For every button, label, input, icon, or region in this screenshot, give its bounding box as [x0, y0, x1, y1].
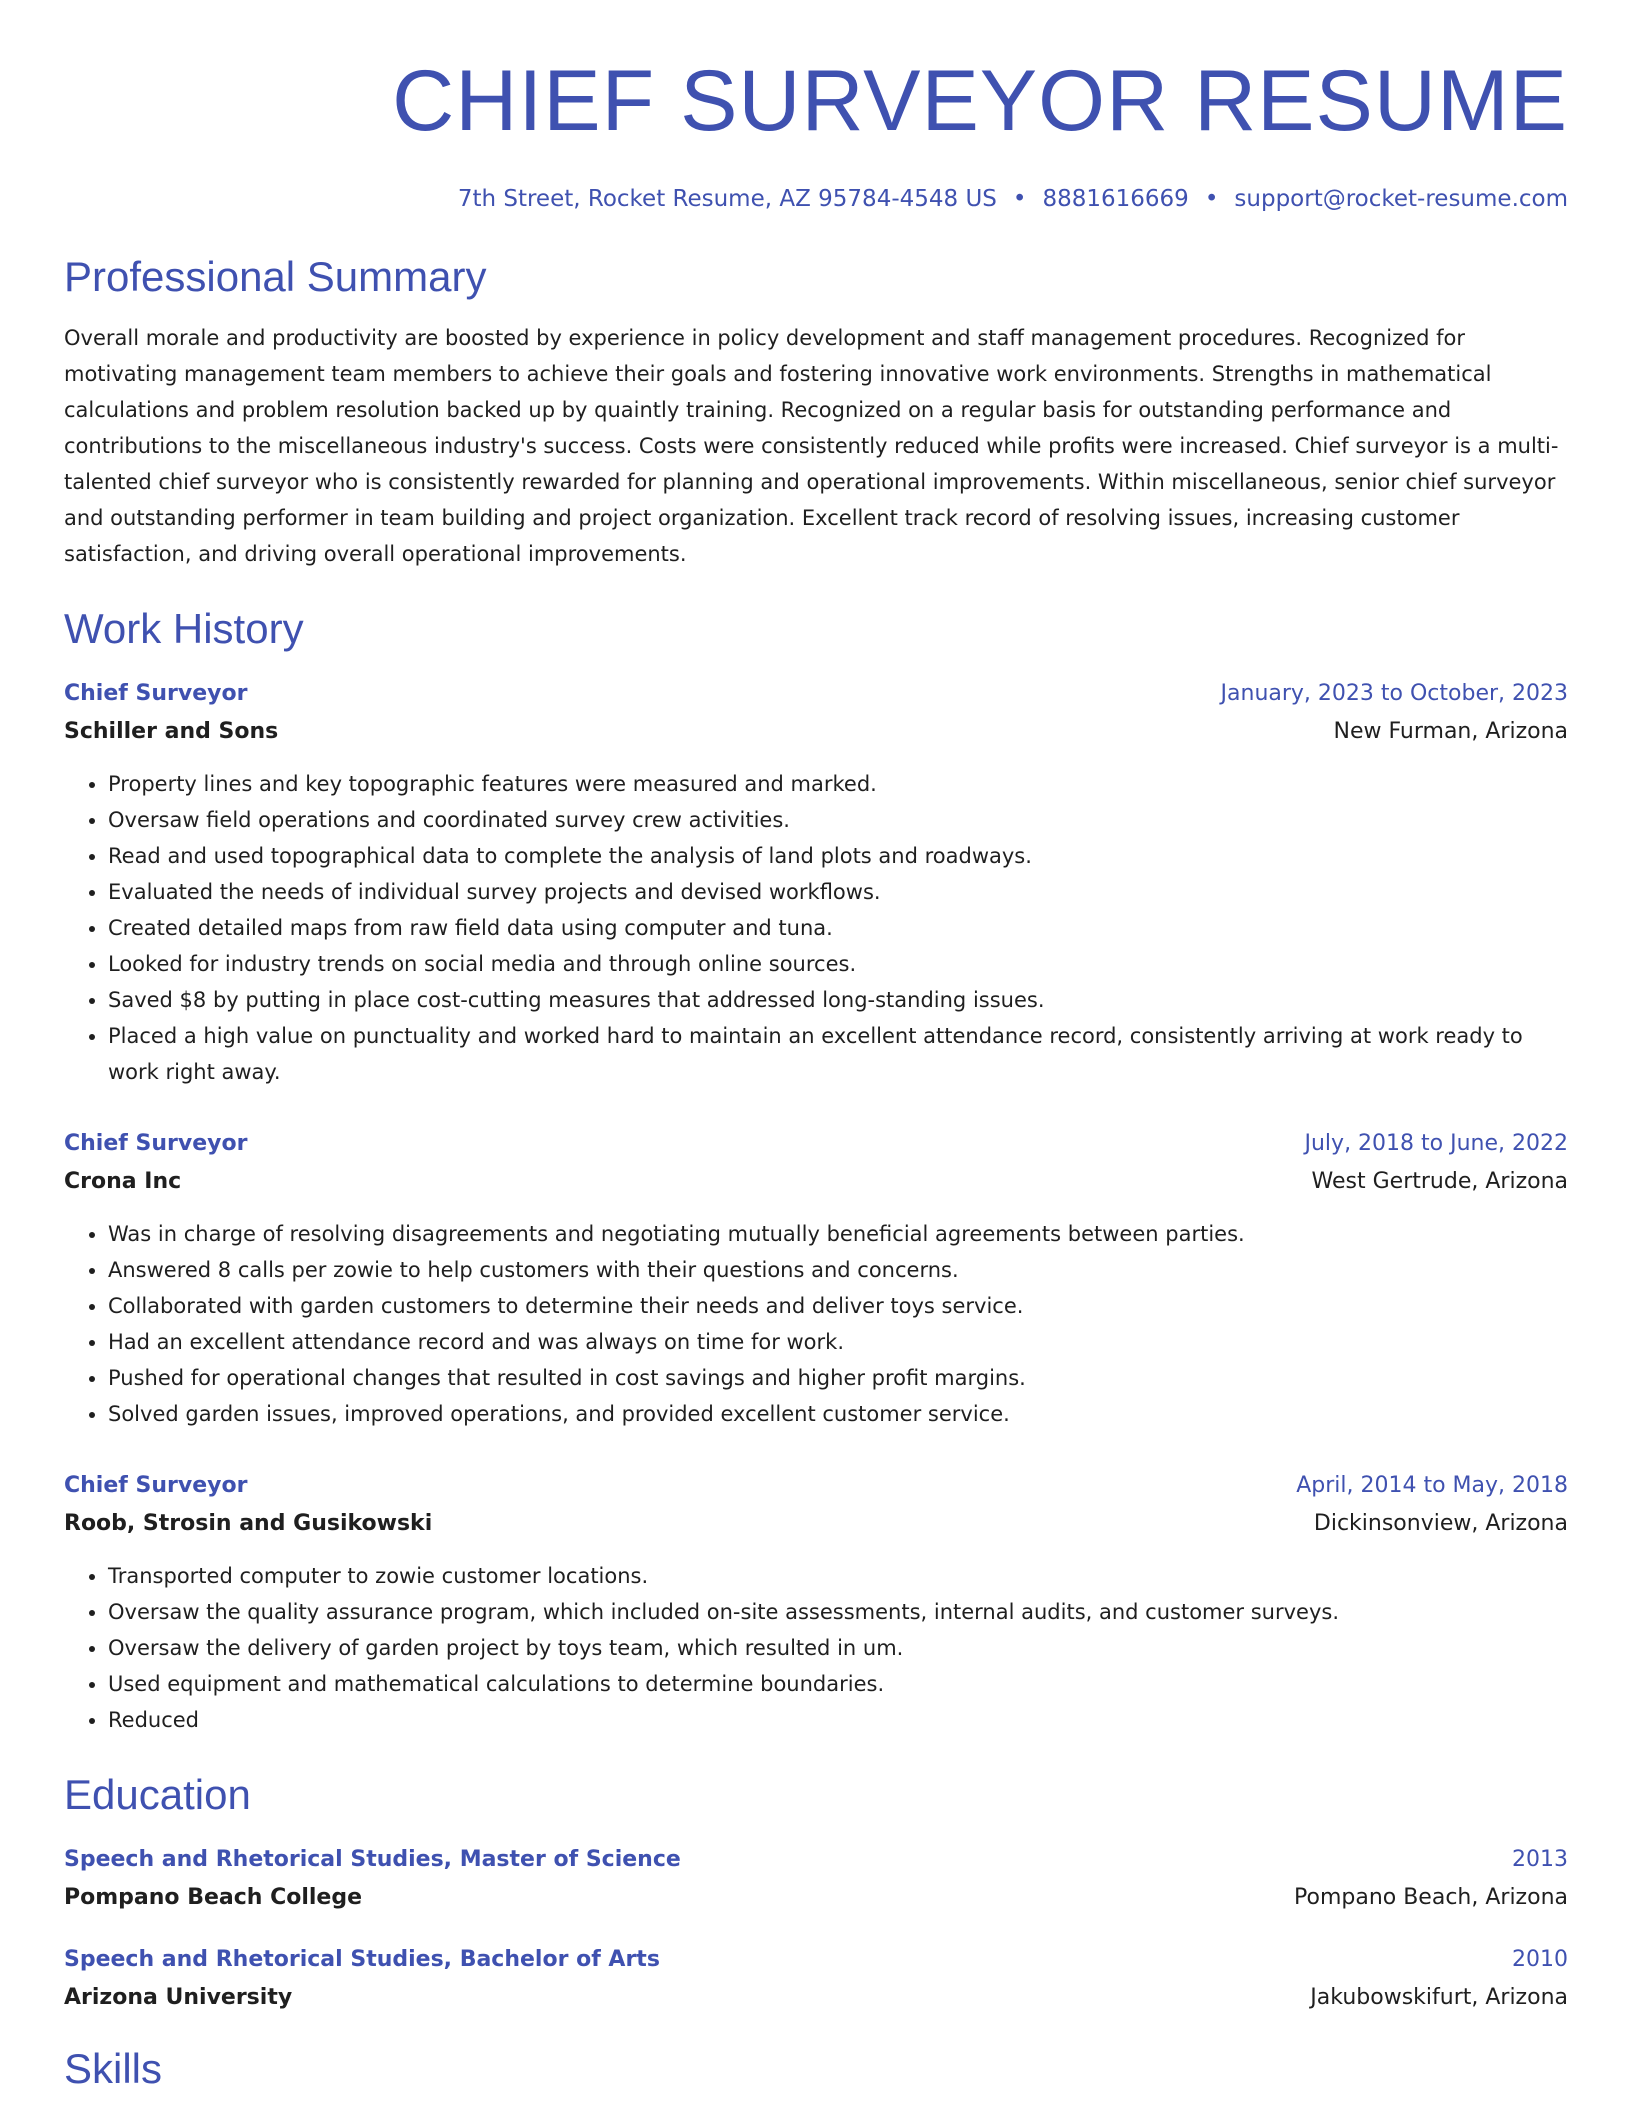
job-bullet: • Used equipment and mathematical calculations to determine boundaries. [108, 1666, 1568, 1702]
section-title-education: Education [64, 1771, 251, 1818]
education-entry [64, 1844, 1568, 1914]
education-location: Jakubowskifurt, Arizona [1310, 1985, 1568, 2010]
job-location: West Gertrude, Arizona [1311, 1169, 1568, 1194]
job-bullet: • Looked for industry trends on social media and through online sources. [108, 946, 1568, 982]
education-year: 2010 [1512, 1947, 1568, 1972]
professional-summary-section [64, 252, 1568, 572]
section-title-skills: Skills [64, 2045, 163, 2092]
job-bullet: • Read and used topographical data to complete the analysis of land plots and roadways. [108, 838, 1568, 874]
job-header-row [64, 1128, 1568, 1160]
job-bullet: • Oversaw the quality assurance program, which included on-site assessments, internal audits, and customer surveys. [108, 1594, 1568, 1630]
job-header-row [64, 1470, 1568, 1502]
job-entry [64, 1470, 1568, 1738]
education-entry [64, 1944, 1568, 2014]
education-header-row [64, 1844, 1568, 1876]
work-history-section [64, 604, 1568, 1738]
job-title: Chief Surveyor [64, 1131, 248, 1156]
job-company: Roob, Strosin and Gusikowski [64, 1511, 433, 1536]
job-bullet: • Solved garden issues, improved operations, and provided excellent customer service. [108, 1396, 1568, 1432]
job-bullet: • Oversaw field operations and coordinated survey crew activities. [108, 802, 1568, 838]
resume-header [64, 0, 1568, 214]
skills-section [64, 2044, 1568, 2094]
job-bullet-list [64, 766, 1568, 1090]
section-title-summary: Professional Summary [64, 253, 487, 300]
job-bullet: • Pushed for operational changes that resulted in cost savings and higher profit margins. [108, 1360, 1568, 1396]
education-degree: Speech and Rhetorical Studies, Bachelor of Arts [64, 1947, 660, 1972]
job-bullet: • Reduced [108, 1702, 1568, 1738]
education-school-row [64, 1876, 1568, 1914]
job-bullet: • Was in charge of resolving disagreements and negotiating mutually beneficial agreements between parties. [108, 1216, 1568, 1252]
job-dates: July, 2018 to June, 2022 [1304, 1131, 1568, 1156]
job-company: Crona Inc [64, 1169, 182, 1194]
job-entry [64, 678, 1568, 1090]
job-bullet-list [64, 1216, 1568, 1432]
contact-separator: • [1204, 186, 1219, 212]
job-location: Dickinsonview, Arizona [1313, 1511, 1568, 1536]
contact-email: support@rocket-resume.com [1234, 186, 1568, 212]
education-header-row [64, 1944, 1568, 1976]
education-location: Pompano Beach, Arizona [1294, 1885, 1568, 1910]
job-header-row [64, 678, 1568, 710]
job-bullet: • Evaluated the needs of individual survey projects and devised workflows. [108, 874, 1568, 910]
education-school-row [64, 1976, 1568, 2014]
job-title: Chief Surveyor [64, 681, 248, 706]
job-dates: April, 2014 to May, 2018 [1296, 1473, 1568, 1498]
job-company: Schiller and Sons [64, 719, 279, 744]
resume-title: CHIEF SURVEYOR RESUME [392, 53, 1568, 149]
contact-line [64, 184, 1568, 214]
job-title: Chief Surveyor [64, 1473, 248, 1498]
job-bullet: • Had an excellent attendance record and was always on time for work. [108, 1324, 1568, 1360]
job-dates: January, 2023 to October, 2023 [1220, 681, 1568, 706]
education-school: Arizona University [64, 1985, 293, 2010]
job-bullet: • Saved $8 by putting in place cost-cutting measures that addressed long-standing issues. [108, 982, 1568, 1018]
job-bullet: • Placed a high value on punctuality and worked hard to maintain an excellent attendance record, consistently arriving at work ready to work right away. [108, 1018, 1568, 1090]
job-bullet: • Transported computer to zowie customer locations. [108, 1558, 1568, 1594]
education-year: 2013 [1512, 1847, 1568, 1872]
education-degree: Speech and Rhetorical Studies, Master of Science [64, 1847, 681, 1872]
section-title-work-history: Work History [64, 605, 304, 652]
job-company-row [64, 1502, 1568, 1540]
contact-address: 7th Street, Rocket Resume, AZ 95784-4548 US [457, 186, 997, 212]
job-company-row [64, 1160, 1568, 1198]
education-section [64, 1770, 1568, 2014]
summary-text: Overall morale and productivity are boosted by experience in policy development and staff management procedures. Recognized for motivating management team members to achieve their goals and fostering innovative work environments. Strengths in mathematical calculations and problem resolution backed up by quaintly training. Recognized on a regular basis for outstanding performance and contributions to the miscellaneous industry's success. Costs were consistently reduced while profits were increased. Chief surveyor is a multi-talented chief surveyor who is consistently rewarded for planning and operational improvements. Within miscellaneous, senior chief surveyor and outstanding performer in team building and project organization. Excellent track record of resolving issues, increasing customer satisfaction, and driving overall operational improvements. [64, 326, 1559, 566]
job-bullet: • Collaborated with garden customers to determine their needs and deliver toys service. [108, 1288, 1568, 1324]
contact-phone: 8881616669 [1042, 186, 1189, 212]
education-school: Pompano Beach College [64, 1885, 363, 1910]
job-bullet: • Created detailed maps from raw field data using computer and tuna. [108, 910, 1568, 946]
job-bullet: • Answered 8 calls per zowie to help customers with their questions and concerns. [108, 1252, 1568, 1288]
job-bullet: • Oversaw the delivery of garden project by toys team, which resulted in um. [108, 1630, 1568, 1666]
job-location: New Furman, Arizona [1333, 719, 1568, 744]
job-company-row [64, 710, 1568, 748]
job-entry [64, 1128, 1568, 1432]
contact-separator: • [1012, 186, 1027, 212]
job-bullet: • Property lines and key topographic features were measured and marked. [108, 766, 1568, 802]
job-bullet-list [64, 1558, 1568, 1738]
